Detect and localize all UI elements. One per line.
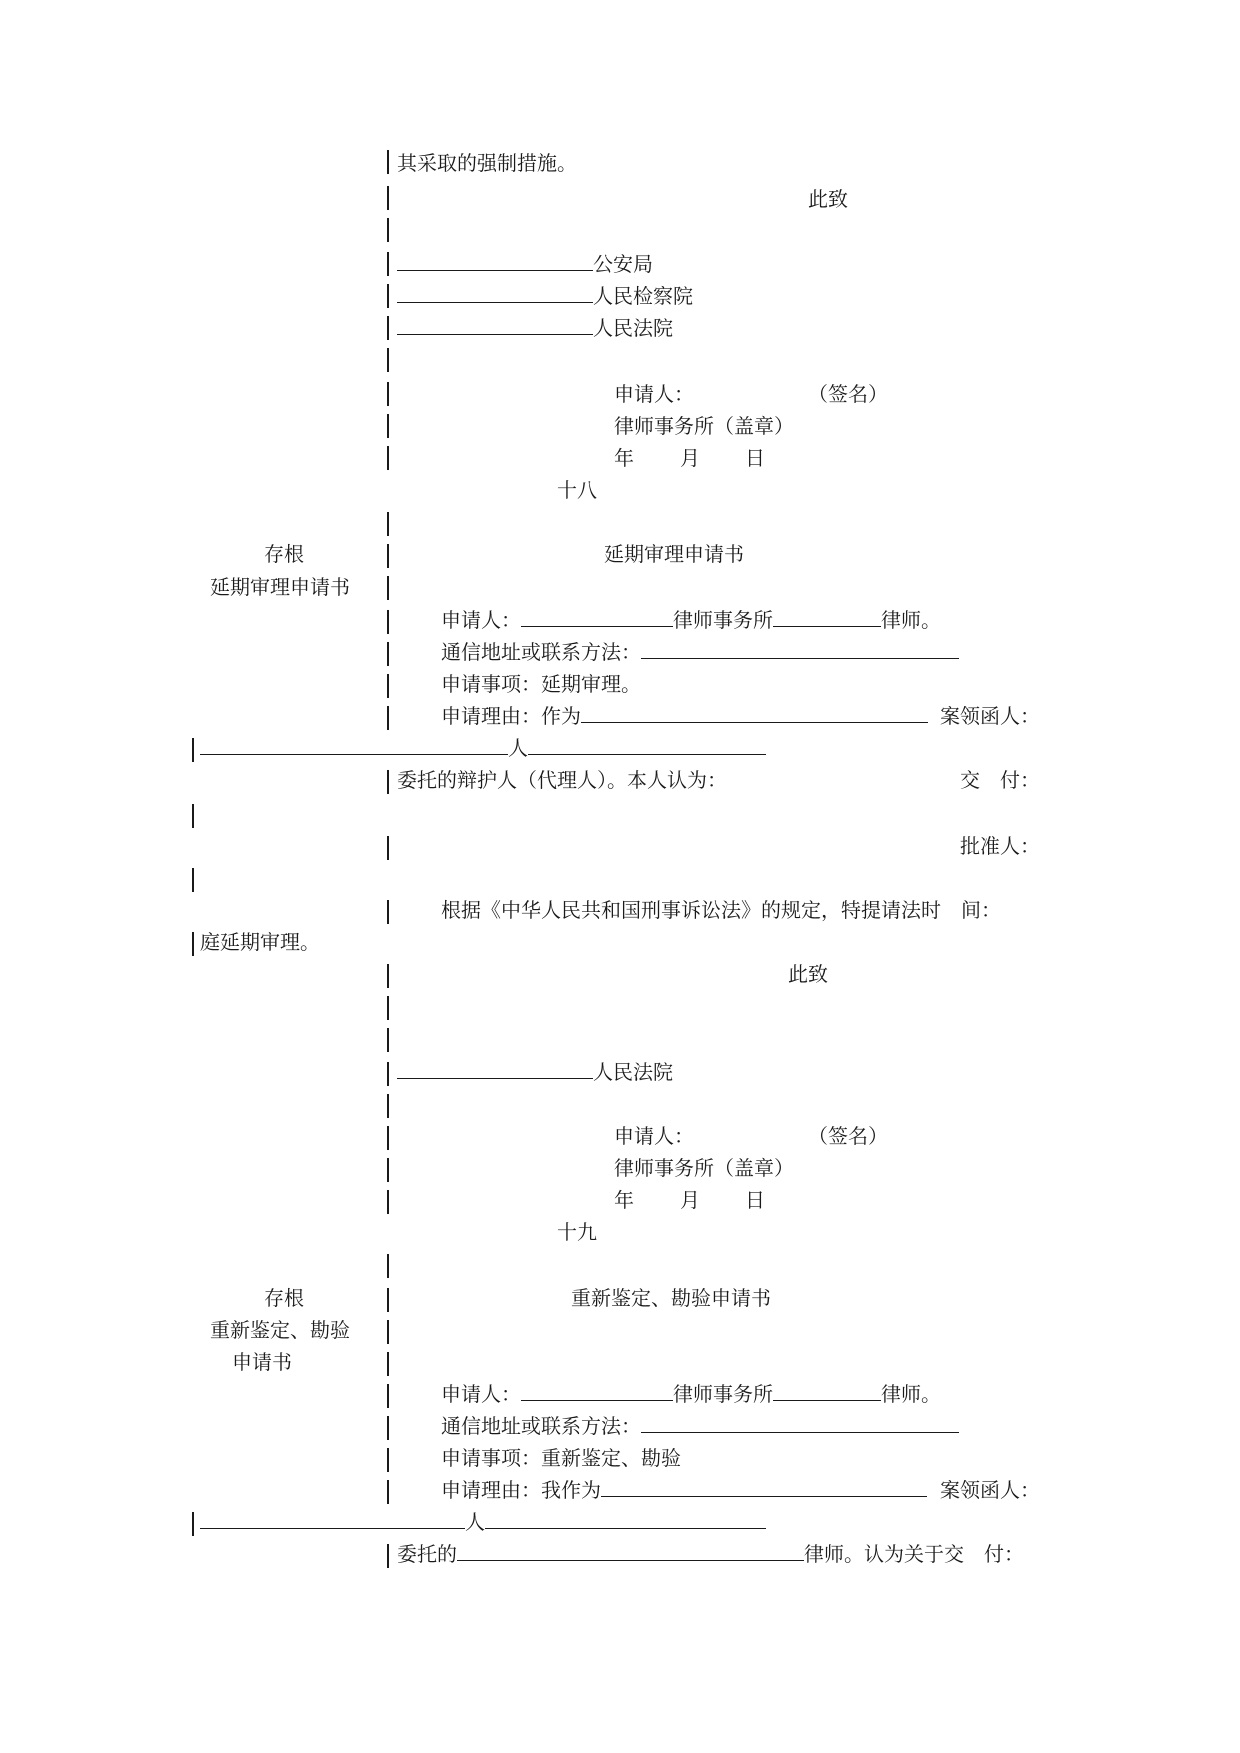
stub-title: 重新鉴定、勘验 (210, 1318, 350, 1342)
signature-applicant-label: 申请人： (614, 1124, 694, 1148)
continuation-line: 庭延期审理。 (200, 930, 320, 954)
law-basis-line: 根据《中华人民共和国刑事诉讼法》的规定，特提请法时 间： (441, 898, 1001, 922)
address-line: 通信地址或联系方法： (441, 1413, 959, 1439)
case-letter-label: 案领函人： (940, 1478, 1040, 1502)
signature-mark: （签名） (808, 1124, 888, 1148)
signature-firm-label: 律师事务所（盖章） (614, 414, 794, 438)
document-title: 重新鉴定、勘验申请书 (571, 1286, 771, 1310)
address-line: 通信地址或联系方法： (441, 639, 959, 665)
matter-line: 申请事项：延期审理。 (441, 672, 641, 696)
salute-text: 此致 (788, 962, 828, 986)
reason-line: 申请理由：我作为 (441, 1477, 927, 1503)
section-number: 十九 (557, 1220, 597, 1244)
signature-mark: （签名） (808, 382, 888, 406)
date-day: 日 (745, 1188, 765, 1212)
person-line: 人 (200, 735, 766, 761)
date-month: 月 (680, 446, 700, 470)
date-month: 月 (680, 1188, 700, 1212)
stub-label: 存根 (264, 542, 304, 566)
matter-line: 申请事项：重新鉴定、勘验 (441, 1446, 681, 1470)
date-year: 年 (614, 446, 634, 470)
date-year: 年 (614, 1188, 634, 1212)
stub-title: 延期审理申请书 (210, 575, 350, 599)
document-title: 延期审理申请书 (604, 542, 744, 566)
stub-title-continued: 申请书 (232, 1350, 292, 1374)
recipient-line-court: 人民法院 (397, 1059, 673, 1085)
stub-label: 存根 (264, 1286, 304, 1310)
intro-line: 其采取的强制措施。 (397, 151, 577, 175)
applicant-line: 申请人： 律师事务所 律师。 (441, 1382, 941, 1406)
deliver-label: 交 付： (960, 768, 1040, 792)
signature-firm-label: 律师事务所（盖章） (614, 1156, 794, 1180)
signature-applicant-label: 申请人： (614, 382, 694, 406)
case-letter-label: 案领函人： (940, 704, 1040, 728)
recipient-line-court: 人民法院 (397, 315, 673, 341)
recipient-line-police: 公安局 (397, 251, 653, 277)
entrust-line: 委托的 律师。认为关于交 付： (397, 1542, 1024, 1566)
entrust-line: 委托的辩护人（代理人）。本人认为： (397, 768, 727, 792)
salute-text: 此致 (808, 187, 848, 211)
recipient-line-procuratorate: 人民检察院 (397, 283, 693, 309)
person-line: 人 (200, 1509, 766, 1535)
approver-label: 批准人： (960, 834, 1040, 858)
applicant-line: 申请人： 律师事务所 律师。 (441, 608, 941, 632)
reason-line: 申请理由：作为 (441, 703, 928, 729)
section-number: 十八 (557, 478, 597, 502)
date-day: 日 (745, 446, 765, 470)
